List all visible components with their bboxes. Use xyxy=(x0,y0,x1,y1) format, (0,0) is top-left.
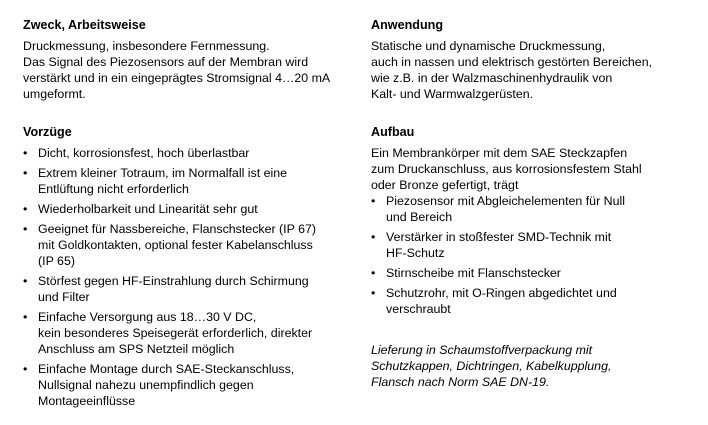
text-line: • Einfache Versorgung aus 18…30 V DC, xyxy=(38,310,257,324)
text-line: mit Goldkontakten, optional fester Kabelanschluss xyxy=(38,238,313,252)
lieferung-text xyxy=(371,342,689,390)
text-line: Anschluss am SPS Netzteil möglich xyxy=(38,342,235,356)
heading-anwendung: Anwendung xyxy=(371,18,444,32)
text-line: und Bereich xyxy=(386,210,453,224)
text-line: Montageeinflüsse xyxy=(38,394,136,408)
text-line: • Extrem kleiner Totraum, im Normalfall ist eine xyxy=(38,166,288,180)
text-line: • Störfest gegen HF-Einstrahlung durch Schirmung xyxy=(38,274,309,288)
text-line: Schutzkappen, Dichtringen, Kabelkupplung, xyxy=(371,359,612,373)
text-line: Ein Membrankörper mit dem SAE Steckzapfen xyxy=(371,146,628,160)
text-line: auch in nassen und elektrisch gestörten Bereichen, xyxy=(371,55,653,69)
text-line: • Verstärker in stoßfester SMD-Technik mit xyxy=(386,230,612,244)
list-item xyxy=(371,229,689,261)
text-line: Lieferung in Schaumstoffverpackung mit xyxy=(371,343,593,357)
text-line: verschraubt xyxy=(386,302,451,316)
text-line: wie z.B. in der Walzmaschinenhydraulik von xyxy=(371,71,613,85)
list-item xyxy=(23,165,345,197)
text-line: Flansch nach Norm SAE DN-19. xyxy=(371,375,550,389)
text-line: verstärkt und in ein eingeprägtes Stromsignal 4…20 mA xyxy=(23,71,331,85)
text-line: kein besonderes Speisegerät erforderlich, direkter xyxy=(38,326,313,340)
text-line: Druckmessung, insbesondere Fernmessung. xyxy=(23,39,270,53)
section-vorzuege xyxy=(23,124,345,409)
text-line: zum Druckanschluss, aus korrosionsfestem Stahl xyxy=(371,162,642,176)
aufbau-intro xyxy=(371,140,689,193)
list-item xyxy=(23,145,345,161)
aufbau-list xyxy=(371,193,689,317)
text-line: • Stirnscheibe mit Flanschstecker xyxy=(386,266,561,280)
text-line: Kalt- und Warmwalzgerüsten. xyxy=(371,87,534,101)
list-item xyxy=(23,273,345,305)
list-item xyxy=(23,201,345,217)
heading-vorzuege: Vorzüge xyxy=(23,125,72,139)
text-line: (IP 65) xyxy=(38,254,75,268)
text-line: oder Bronze gefertigt, trägt xyxy=(371,178,519,192)
text-line: • Schutzrohr, mit O-Ringen abgedichtet und xyxy=(386,286,617,300)
text-line: Das Signal des Piezosensors auf der Membran wird xyxy=(23,55,309,69)
list-item xyxy=(23,221,345,269)
heading-aufbau: Aufbau xyxy=(371,125,415,139)
text-line: HF-Schutz xyxy=(386,246,445,260)
list-item xyxy=(371,285,689,317)
zweck-text xyxy=(23,33,345,102)
text-line: • Wiederholbarkeit und Linearität sehr gut xyxy=(38,202,258,216)
text-line: • Geeignet für Nassbereiche, Flanschstecker (IP 67) xyxy=(38,222,317,236)
text-line: Entlüftung nicht erforderlich xyxy=(38,182,189,196)
list-item xyxy=(23,361,345,409)
text-line: • Einfache Montage durch SAE-Steckanschluss, xyxy=(38,362,295,376)
section-aufbau xyxy=(371,124,689,317)
vorzuege-list xyxy=(23,140,345,409)
anwendung-text xyxy=(371,33,689,102)
section-lieferung xyxy=(371,342,689,390)
heading-zweck: Zweck, Arbeitsweise xyxy=(23,18,146,32)
list-item xyxy=(371,193,689,225)
text-line: Nullsignal nahezu unempfindlich gegen xyxy=(38,378,254,392)
text-line: umgeformt. xyxy=(23,87,86,101)
list-item xyxy=(371,265,689,281)
text-line: und Filter xyxy=(38,290,90,304)
text-line: Statische und dynamische Druckmessung, xyxy=(371,39,606,53)
text-line: • Dicht, korrosionsfest, hoch überlastbar xyxy=(38,146,250,160)
list-item xyxy=(23,309,345,357)
section-anwendung xyxy=(371,17,689,102)
section-zweck xyxy=(23,17,345,102)
text-line: • Piezosensor mit Abgleichelementen für Null xyxy=(386,194,625,208)
